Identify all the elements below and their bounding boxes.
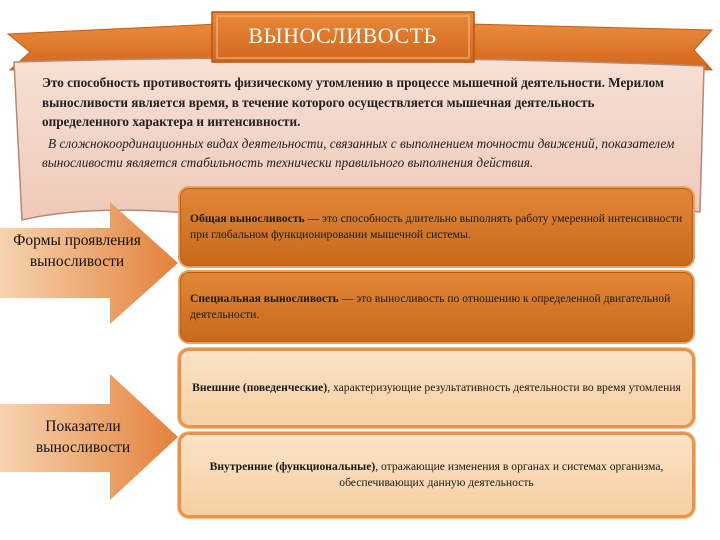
box-text: — это выносливость по отношению к определенной двигательной деятельности. bbox=[190, 292, 671, 321]
box-text: — это способность длительно выполнять работу умеренной интенсивности при глобальном функционировании мышечной системы. bbox=[190, 212, 683, 241]
definition-text: Это способность противостоять физическому утомлению в процессе мышечной деятельности. Мерилом выносливости является время, в течение которого осуществляется мышечная деятельность определенного характера и интенсивности. bbox=[42, 75, 664, 129]
box-term: Общая выносливость bbox=[190, 212, 305, 225]
box-term: Внутренние (функциональные) bbox=[209, 460, 376, 473]
note-text: В сложнокоординационных видах деятельности, связанных с выполнением точности движений, показателем выносливости является стабильность технически правильного выполнения действия. bbox=[42, 136, 675, 170]
page-title: ВЫНОСЛИВОСТЬ bbox=[248, 23, 437, 48]
box-term: Внешние (поведенческие) bbox=[192, 381, 328, 394]
special-endurance-box bbox=[178, 270, 695, 344]
box-term: Специальная выносливость bbox=[190, 292, 339, 305]
forms-label: Формы проявления выносливости bbox=[13, 232, 141, 270]
indicators-label: Показатели выносливости bbox=[35, 418, 131, 456]
internal-indicators-box bbox=[178, 432, 695, 518]
external-indicators-box bbox=[178, 348, 695, 428]
box-text: , характеризующие результативность деятельности во время утомления bbox=[327, 381, 681, 394]
general-endurance-box bbox=[178, 186, 695, 268]
box-text: , отражающие изменения в органах и системах организма, обеспечивающих данную деятельность bbox=[339, 460, 664, 489]
